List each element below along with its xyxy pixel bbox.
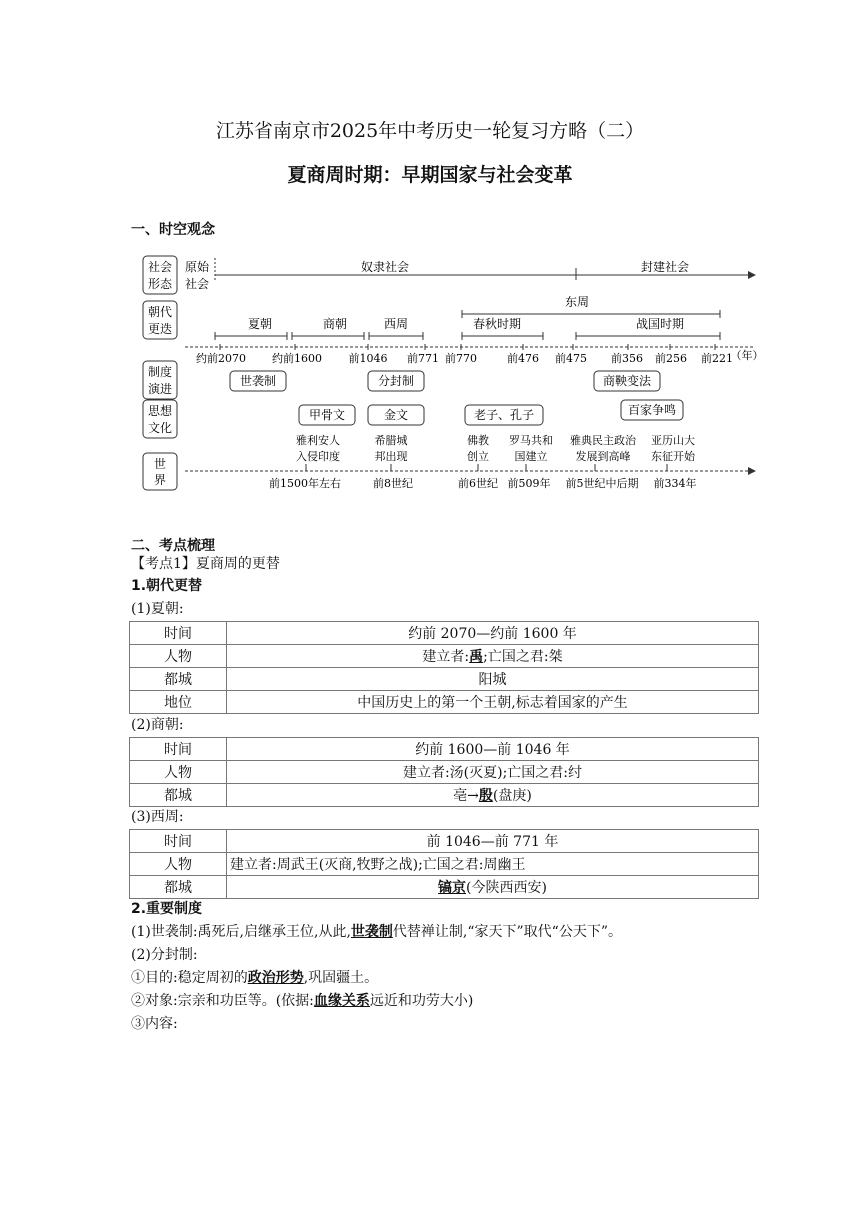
world-event: 东征开始 [651,450,695,463]
date-label: 前356 [611,352,643,365]
section-heading-timeline: 一、时空观念 [131,222,215,238]
world-date: 前8世纪 [373,477,413,490]
primitive-society-label-2: 社会 [185,277,210,291]
world-event: 发展到高峰 [575,450,631,463]
paragraph-purpose: ①目的:稳定周初的政治形势,巩固疆土。 [131,970,379,986]
world-event: 雅典民主政治 [570,434,636,447]
date-label: 前770 [445,352,477,365]
table-row [130,622,759,645]
svg-text:商鞅变法: 商鞅变法 [602,374,652,388]
table-row [130,784,759,807]
underlined-term: 世袭制 [350,924,393,940]
point-title: 【考点1】夏商周的更替 [131,556,280,572]
row-label-dynasty [143,301,177,339]
underlined-term: 血缘关系 [313,993,370,1009]
world-date: 前509年 [507,477,551,490]
svg-text:界: 界 [153,473,167,487]
zhou-label: (3)西周: [131,809,184,825]
svg-text:朝代: 朝代 [147,305,173,319]
table-key: 都城 [130,668,227,691]
subheading-systems: 2.重要制度 [131,901,203,917]
world-event: 邦出现 [374,450,408,463]
underlined-term: 镐京 [438,880,467,896]
table-key: 都城 [130,784,227,807]
table-key: 时间 [130,830,227,853]
svg-text:分封制: 分封制 [377,374,415,388]
row-label-system [143,361,177,399]
dynasty-xia: 夏朝 [247,317,273,331]
table-row [130,830,759,853]
svg-text:世袭制: 世袭制 [239,374,277,388]
svg-text:思想: 思想 [147,404,173,418]
world-event: 雅利安人 [296,434,340,447]
paragraph-content: ③内容: [131,1016,178,1032]
box-oracle-bone-script [299,405,355,425]
row-label-thought [143,400,177,438]
table-key: 时间 [130,738,227,761]
svg-text:甲骨文: 甲骨文 [308,408,346,422]
table-value: 亳→殷(盘庚) [227,784,759,807]
table-key: 人物 [130,645,227,668]
date-label: 前476 [507,352,539,365]
shang-label: (2)商朝: [131,717,184,733]
primitive-society-label: 原始 [185,260,210,274]
table-row [130,876,759,899]
svg-text:百家争鸣: 百家争鸣 [627,403,677,417]
world-date: 前5世纪中后期 [565,477,639,490]
table-value: 阳城 [227,668,759,691]
world-event: 入侵印度 [296,450,340,463]
table-row [130,668,759,691]
table-row [130,853,759,876]
svg-text:演进: 演进 [147,382,173,396]
underlined-term: 殷 [478,788,493,804]
slave-society-label: 奴隶社会 [360,260,410,274]
date-label: 前475 [555,352,587,365]
box-hundred-schools [621,400,683,420]
table-value: 中国历史上的第一个王朝,标志着国家的产生 [227,691,759,714]
box-laozi-confucius [465,405,543,425]
table-value: 建立者:禹;亡国之君:桀 [227,645,759,668]
date-label: 前256 [655,352,687,365]
dynasty-western-zhou: 西周 [383,317,409,331]
box-enfeoffment-system [368,371,424,391]
document-title: 江苏省南京市2025年中考历史一轮复习方略（二） [215,120,645,142]
table-value: 建立者:周武王(灭商,牧野之战);亡国之君:周幽王 [227,853,759,876]
world-event: 佛教 [467,434,489,447]
year-unit-label: （年） [730,349,764,362]
svg-text:世: 世 [153,457,167,471]
table-value: 约前 1600—前 1046 年 [227,738,759,761]
svg-text:金文: 金文 [383,408,409,422]
feudal-society-label: 封建社会 [640,260,690,274]
table-row [130,645,759,668]
table-row [130,761,759,784]
table-key: 人物 [130,761,227,784]
svg-text:文化: 文化 [147,421,173,435]
table-value: 建立者:汤(灭夏);亡国之君:纣 [227,761,759,784]
world-event: 亚历山大 [651,434,695,447]
section-heading-points: 二、考点梳理 [131,538,215,554]
svg-text:制度: 制度 [147,365,173,379]
row-label-society [143,256,177,294]
world-event: 国建立 [514,450,548,463]
table-row [130,738,759,761]
underlined-term: 禹 [469,649,484,665]
table-key: 时间 [130,622,227,645]
row-label-world [143,453,177,490]
world-event: 罗马共和 [509,434,553,447]
date-label: 约前2070 [196,352,246,365]
dynasty-eastern-zhou: 东周 [564,295,590,309]
box-shang-yang-reform [594,371,660,391]
table-value: 镐京(今陕西西安) [227,876,759,899]
table-value: 前 1046—前 771 年 [227,830,759,853]
period-warring-states: 战国时期 [635,317,685,331]
svg-text:更迭: 更迭 [147,322,173,336]
table-row [130,691,759,714]
xia-table [129,621,759,714]
period-spring-autumn: 春秋时期 [472,317,522,331]
date-label: 约前1600 [272,352,322,365]
world-date: 前6世纪 [458,477,498,490]
xia-label: (1)夏朝: [131,601,184,617]
table-key: 地位 [130,691,227,714]
underlined-term: 政治形势 [247,970,304,986]
world-event: 希腊城 [374,434,408,447]
date-label: 前771 [407,352,439,365]
shang-table [129,737,759,807]
date-label: 前1046 [348,352,388,365]
paragraph-enfeoffment: (2)分封制: [131,947,198,963]
document-subtitle: 夏商周时期：早期国家与社会变革 [287,164,573,186]
paragraph-target: ②对象:宗亲和功臣等。(依据:血缘关系远近和功劳大小) [131,993,474,1009]
zhou-table [129,829,759,899]
world-date: 前334年 [653,477,697,490]
box-bronze-inscription [368,405,424,425]
dynasty-shang: 商朝 [322,317,348,331]
table-value: 约前 2070—约前 1600 年 [227,622,759,645]
subheading-dynasty-change: 1.朝代更替 [131,578,203,594]
date-label: 前221 [701,352,733,365]
table-key: 人物 [130,853,227,876]
world-event: 创立 [467,450,489,463]
world-date: 前1500年左右 [269,477,341,490]
box-hereditary-system [230,371,286,391]
paragraph-hereditary: (1)世袭制:禹死后,启继承王位,从此,世袭制代替禅让制,“家天下”取代“公天下”。 [131,924,622,940]
table-key: 都城 [130,876,227,899]
svg-text:形态: 形态 [147,277,173,291]
timeline-diagram [135,250,765,495]
svg-text:老子、孔子: 老子、孔子 [473,408,535,422]
svg-text:社会: 社会 [147,260,173,274]
